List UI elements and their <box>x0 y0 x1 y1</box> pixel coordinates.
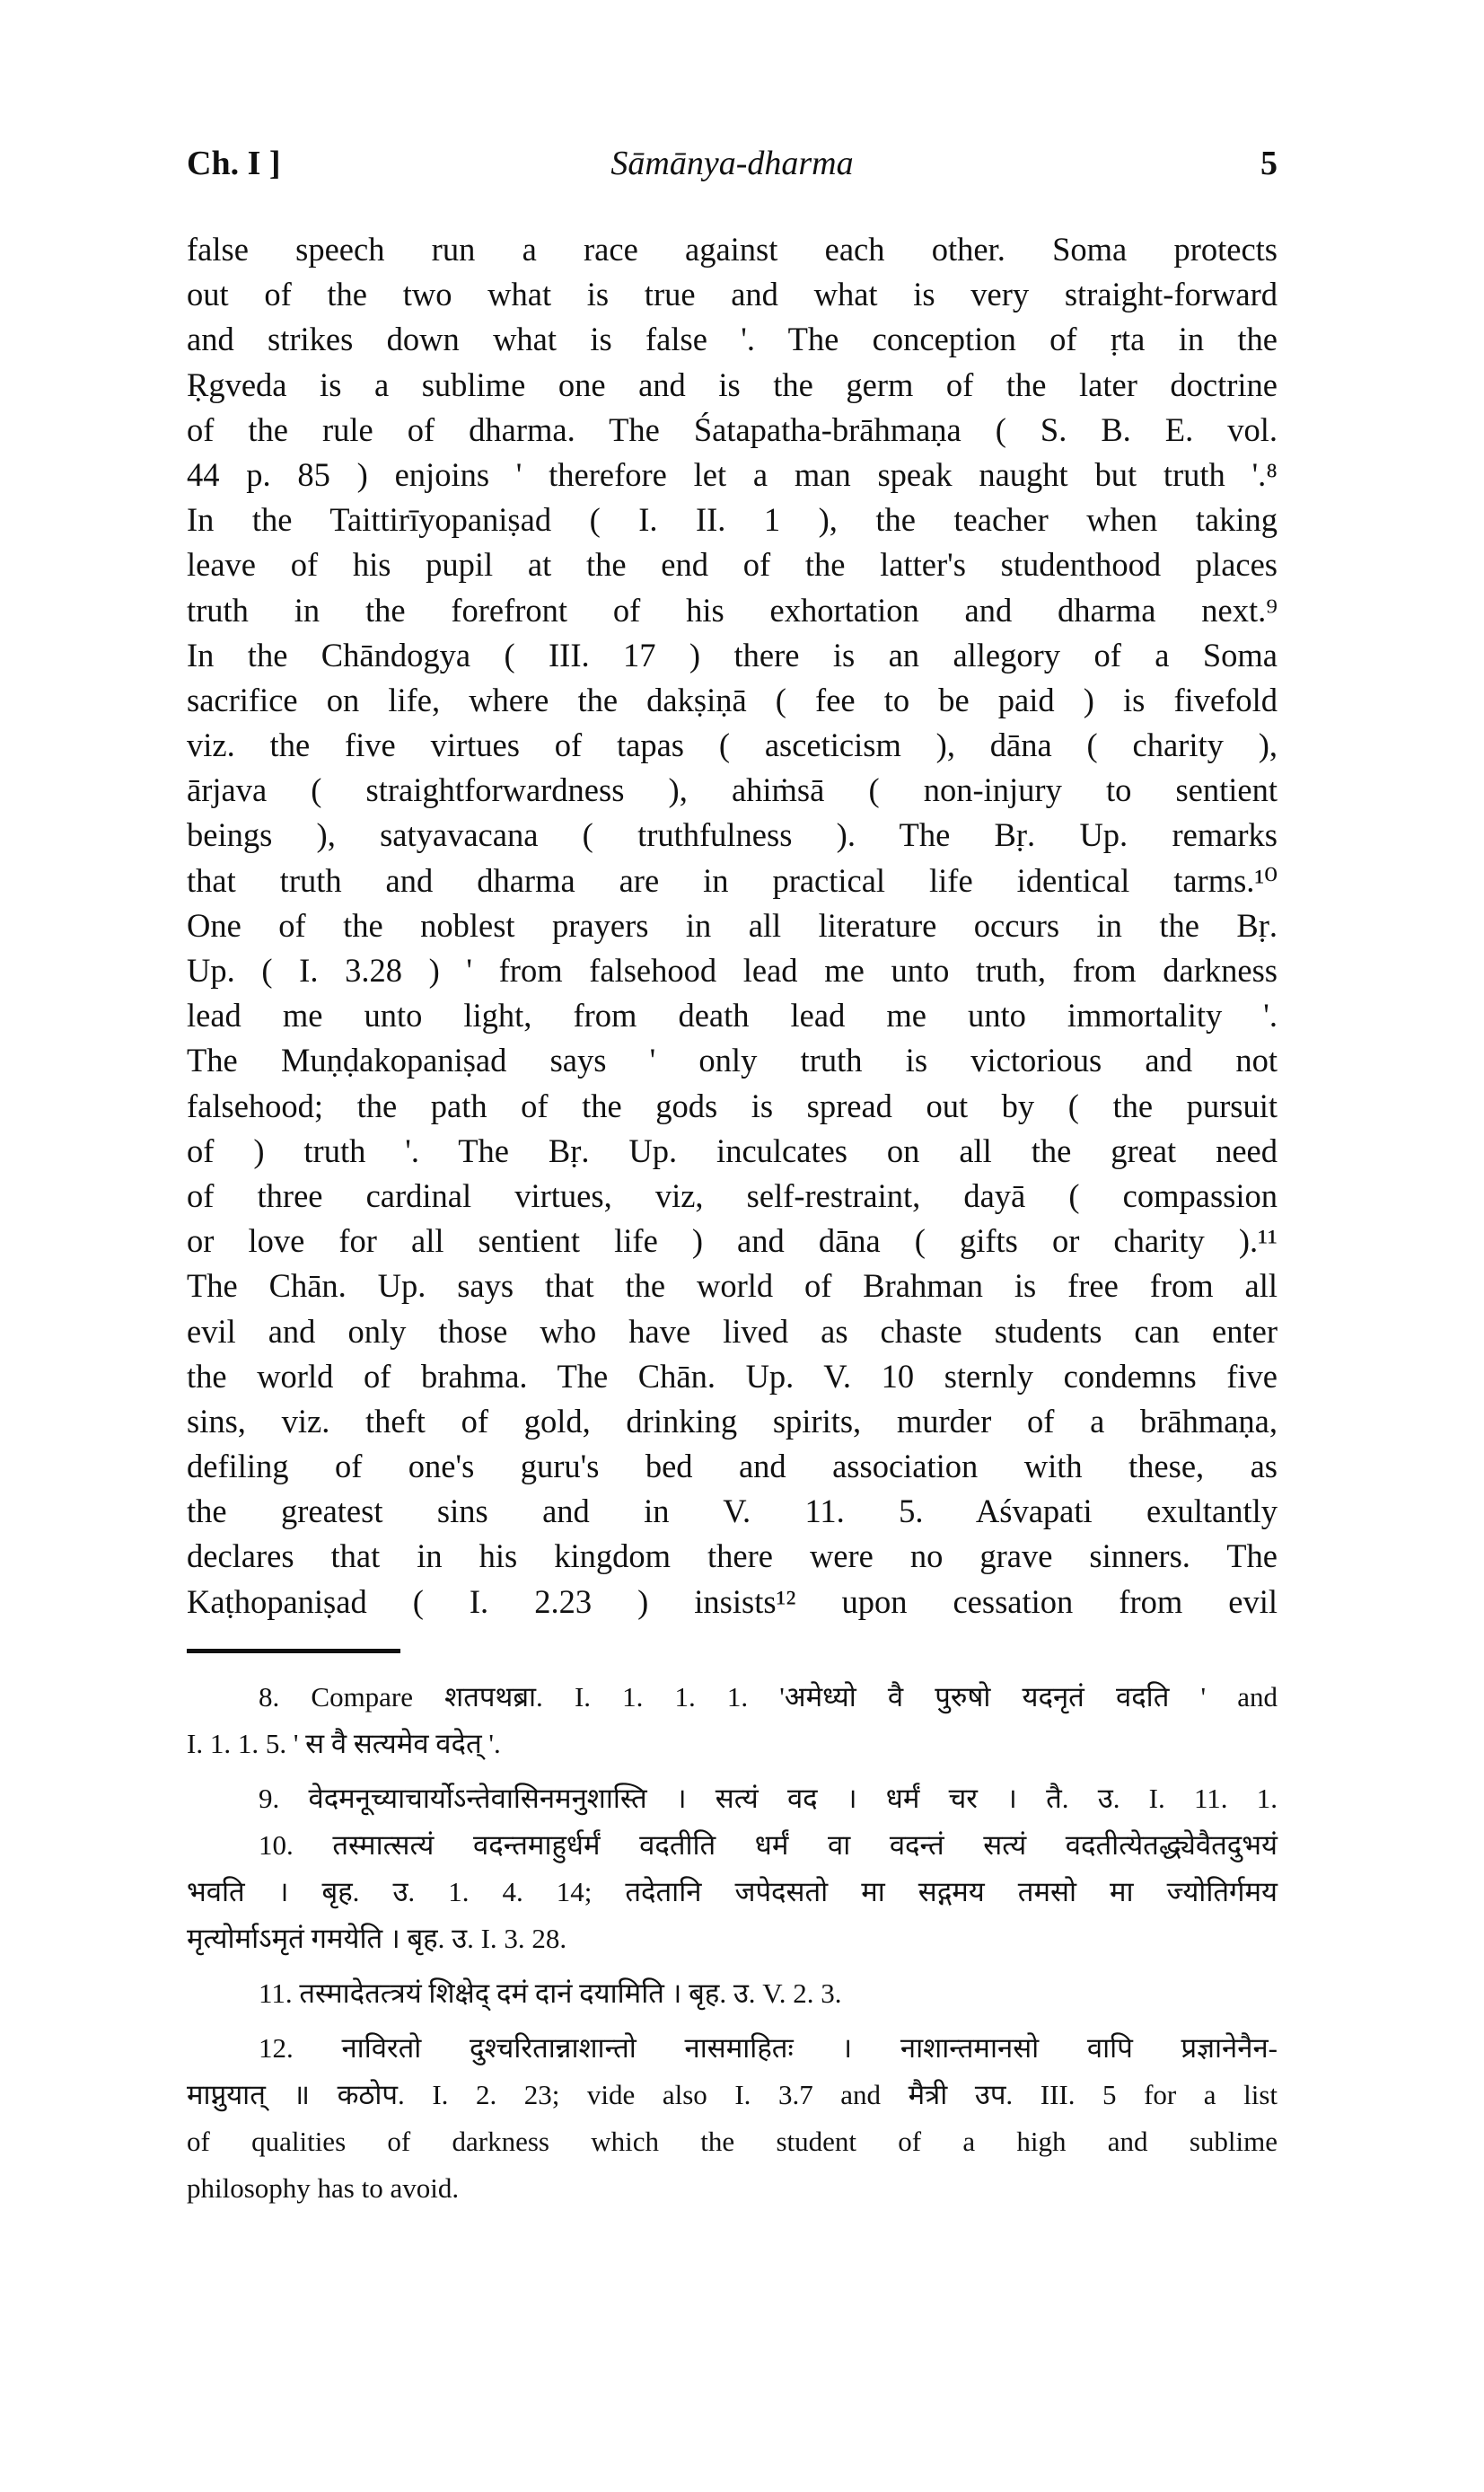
body-line: Ṛgveda is a sublime one and is the germ of the later doctrine <box>187 365 1278 403</box>
body-line: of ) truth '. The Bṛ. Up. inculcates on all the great need <box>187 1132 1278 1169</box>
body-line: and strikes down what is false '. The conception of ṛta in the <box>187 321 1278 358</box>
body-line: out of the two what is true and what is very straight-forward <box>187 276 1278 313</box>
body-line: Kaṭhopaniṣad ( I. 2.23 ) insists¹² upon cessation from evil <box>187 1582 1278 1620</box>
footnote-10-line: भवति । बृह. उ. 1. 4. 14; तदेतानि जपेदसतो मा सद्गमय तमसो मा ज्योतिर्गमय <box>187 1876 1278 1907</box>
footnote-10-line: मृत्योर्माऽमृतं गमयेति । बृह. उ. I. 3. 28. <box>187 1923 567 1954</box>
footnote-8-line: 8. Compare शतपथब्रा. I. 1. 1. 1. 'अमेध्यो वै पुरुषो यदनृतं वदति ' and <box>259 1681 1278 1713</box>
running-title: Sāmānya-dharma <box>610 145 854 182</box>
footnote-12-line: of qualities of darkness which the student of a high and sublime <box>187 2126 1278 2157</box>
body-line: defiling of one's guru's bed and association with these, as <box>187 1448 1278 1485</box>
body-line: sacrifice on life, where the dakṣiṇā ( fee to be paid ) is fivefold <box>187 681 1278 718</box>
body-line: 44 p. 85 ) enjoins ' therefore let a man speak naught but truth '.⁸ <box>187 455 1278 493</box>
footnote-9-line: 9. वेदमनूच्याचार्योऽन्तेवासिनमनुशास्ति । सत्यं वद । धर्मं चर । तै. उ. I. 11. 1. <box>259 1783 1278 1814</box>
footnote-12-line: philosophy has to avoid. <box>187 2172 460 2204</box>
body-line: declares that in his kingdom there were no grave sinners. The <box>187 1537 1278 1575</box>
body-line: the greatest sins and in V. 11. 5. Aśvapati exultantly <box>187 1493 1278 1530</box>
footnote-11-line: 11. तस्मादेतत्त्रयं शिक्षेद् दमं दानं दयामिति । बृह. उ. V. 2. 3. <box>259 1977 842 2009</box>
body-line: lead me unto light, from death lead me unto immortality '. <box>187 997 1278 1035</box>
body-line: falsehood; the path of the gods is spread out by ( the pursuit <box>187 1087 1278 1124</box>
body-line: of three cardinal virtues, viz, self-restraint, dayā ( compassion <box>187 1176 1278 1214</box>
body-line: of the rule of dharma. The Śatapatha-brāhmaṇa ( S. B. E. vol. <box>187 410 1278 448</box>
body-line: leave of his pupil at the end of the latter's studenthood places <box>187 546 1278 584</box>
body-text <box>187 227 1278 1625</box>
body-line: sins, viz. theft of gold, drinking spirits, murder of a brāhmaṇa, <box>187 1402 1278 1440</box>
body-line: evil and only those who have lived as chaste students can enter <box>187 1312 1278 1350</box>
body-line: In the Chāndogya ( III. 17 ) there is an allegory of a Soma <box>187 636 1278 674</box>
body-line: the world of brahma. The Chān. Up. V. 10 sternly condemns five <box>187 1357 1278 1395</box>
footnote-12-line: 12. नाविरतो दुश्चरितान्नाशान्तो नासमाहितः । नाशान्तमानसो वापि प्रज्ञानेनैन- <box>259 2032 1278 2064</box>
footnote-12-line: माप्नुयात् ॥ कठोप. I. 2. 23; vide also I. 3.7 and मैत्री उप. III. 5 for a list <box>187 2079 1278 2110</box>
page-number: 5 <box>1260 145 1278 182</box>
footnote-8-line: I. 1. 1. 5. ' स वै सत्यमेव वदेत् '. <box>187 1728 501 1759</box>
body-line: false speech run a race against each other. Soma protects <box>187 231 1278 268</box>
body-line: truth in the forefront of his exhortation and dharma next.⁹ <box>187 591 1278 629</box>
chapter-label: Ch. I ] <box>187 145 281 182</box>
body-line: beings ), satyavacana ( truthfulness ). The Bṛ. Up. remarks <box>187 816 1278 854</box>
footnote-10-line: 10. तस्मात्सत्यं वदन्तमाहुर्धर्मं वदतीति धर्मं वा वदन्तं सत्यं वदतीत्येतद्ध्येवैतदुभयं <box>259 1829 1278 1861</box>
body-line: The Chān. Up. says that the world of Brahman is free from all <box>187 1267 1278 1305</box>
body-line: or love for all sentient life ) and dāna ( gifts or charity ).¹¹ <box>187 1222 1278 1260</box>
running-header <box>187 144 1278 198</box>
body-line: Up. ( I. 3.28 ) ' from falsehood lead me unto truth, from darkness <box>187 952 1278 989</box>
body-line: viz. the five virtues of tapas ( asceticism ), dāna ( charity ), <box>187 726 1278 764</box>
body-line: In the Taittirīyopaniṣad ( I. II. 1 ), the teacher when taking <box>187 501 1278 539</box>
body-line: ārjava ( straightforwardness ), ahiṁsā ( non-injury to sentient <box>187 771 1278 809</box>
body-line: The Muṇḍakopaniṣad says ' only truth is victorious and not <box>187 1042 1278 1079</box>
body-line: that truth and dharma are in practical life identical tarms.¹⁰ <box>187 861 1278 899</box>
footnotes <box>187 1674 1278 2212</box>
body-line: One of the noblest prayers in all literature occurs in the Bṛ. <box>187 906 1278 944</box>
footnote-rule <box>187 1649 400 1653</box>
